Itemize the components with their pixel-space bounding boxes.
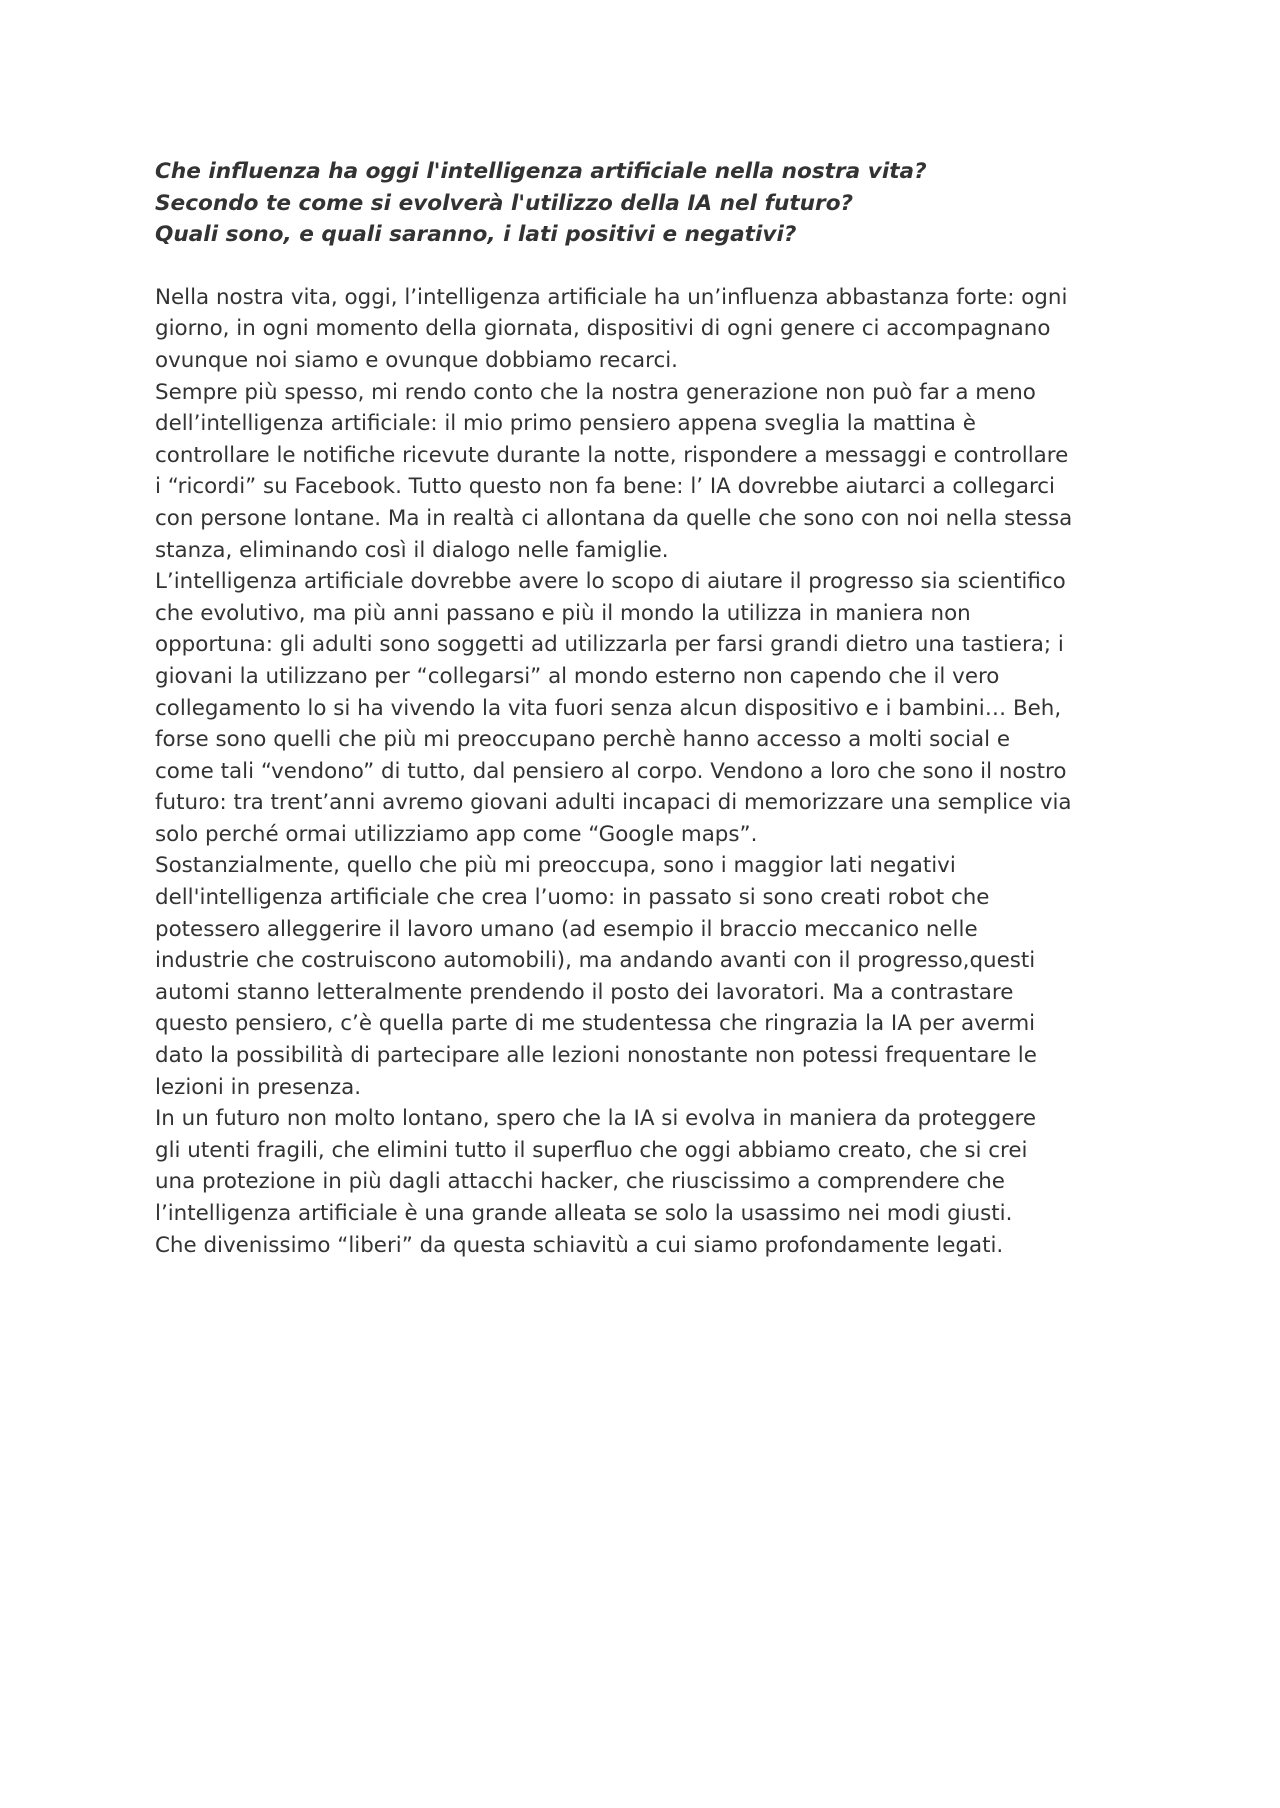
question-2: Secondo te come si evolverà l'utilizzo della IA nel futuro? (155, 190, 854, 216)
paragraph-line: potessero alleggerire il lavoro umano (ad esempio il braccio meccanico nelle (155, 916, 978, 942)
paragraph-line: Nella nostra vita, oggi, l’intelligenza artificiale ha un’influenza abbastanza forte: ogni (155, 284, 1068, 310)
paragraph-5 (155, 1103, 1145, 1261)
paragraph-line: i “ricordi” su Facebook. Tutto questo non fa bene: l’ IA dovrebbe aiutarci a collegarci (155, 474, 1055, 500)
paragraph-line: dato la possibilità di partecipare alle lezioni nonostante non potessi frequentare le (155, 1043, 1037, 1069)
paragraph-line: stanza, eliminando così il dialogo nelle famiglie. (155, 537, 669, 563)
paragraph-line: opportuna: gli adulti sono soggetti ad utilizzarla per farsi grandi dietro una tastiera; i (155, 632, 1064, 658)
paragraph-line: automi stanno letteralmente prendendo il posto dei lavoratori. Ma a contrastare (155, 979, 1014, 1005)
document-content (155, 156, 1145, 1261)
paragraph-line: Sostanzialmente, quello che più mi preoccupa, sono i maggior lati negativi (155, 853, 956, 879)
paragraph-line: ovunque noi siamo e ovunque dobbiamo recarci. (155, 347, 678, 373)
paragraph-line: forse sono quelli che più mi preoccupano perchè hanno accesso a molti social e (155, 727, 1011, 753)
paragraph-line: industrie che costruiscono automobili), ma andando avanti con il progresso,questi (155, 948, 1036, 974)
paragraph-line: lezioni in presenza. (155, 1074, 362, 1100)
paragraph-line: L’intelligenza artificiale dovrebbe avere lo scopo di aiutare il progresso sia scientifico (155, 569, 1066, 595)
paragraph-line: dell’intelligenza artificiale: il mio primo pensiero appena sveglia la mattina è (155, 411, 976, 437)
paragraph-line: collegamento lo si ha vivendo la vita fuori senza alcun dispositivo e i bambini… Beh, (155, 695, 1062, 721)
paragraph-line: una protezione in più dagli attacchi hacker, che riuscissimo a comprendere che (155, 1169, 1005, 1195)
question-1: Che influenza ha oggi l'intelligenza artificiale nella nostra vita? (155, 159, 927, 184)
paragraph-line: In un futuro non molto lontano, spero che la IA si evolva in maniera da proteggere (155, 1106, 1036, 1132)
questions-block (155, 156, 1145, 251)
question-3: Quali sono, e quali saranno, i lati positivi e negativi? (155, 222, 797, 248)
paragraph-line: con persone lontane. Ma in realtà ci allontana da quelle che sono con noi nella stessa (155, 505, 1073, 531)
paragraph-1 (155, 282, 1145, 377)
paragraph-line: futuro: tra trent’anni avremo giovani adulti incapaci di memorizzare una semplice via (155, 790, 1072, 816)
paragraph-line: che evolutivo, ma più anni passano e più il mondo la utilizza in maniera non (155, 600, 971, 626)
paragraph-line: come tali “vendono” di tutto, dal pensiero al corpo. Vendono a loro che sono il nostro (155, 758, 1067, 784)
paragraph-line: solo perché ormai utilizziamo app come “Google maps”. (155, 821, 758, 847)
paragraph-line: l’intelligenza artificiale è una grande alleata se solo la usassimo nei modi giusti. (155, 1201, 1013, 1226)
paragraph-line: questo pensiero, c’è quella parte di me studentessa che ringrazia la IA per avermi (155, 1011, 1036, 1037)
paragraph-3 (155, 566, 1145, 850)
paragraph-line: Sempre più spesso, mi rendo conto che la nostra generazione non può far a meno (155, 379, 1036, 405)
paragraph-line: dell'intelligenza artificiale che crea l’uomo: in passato si sono creati robot che (155, 885, 990, 911)
paragraph-2 (155, 377, 1145, 567)
paragraph-line: giorno, in ogni momento della giornata, dispositivi di ogni genere ci accompagnano (155, 316, 1051, 342)
paragraph-line: giovani la utilizzano per “collegarsi” al mondo esterno non capendo che il vero (155, 663, 1000, 689)
paragraph-line: Che divenissimo “liberi” da questa schiavitù a cui siamo profondamente legati. (155, 1232, 1004, 1258)
paragraph-4 (155, 850, 1145, 1103)
paragraph-line: controllare le notifiche ricevute durante la notte, rispondere a messaggi e controllare (155, 442, 1069, 468)
paragraph-line: gli utenti fragili, che elimini tutto il superfluo che oggi abbiamo creato, che si crei (155, 1137, 1028, 1163)
